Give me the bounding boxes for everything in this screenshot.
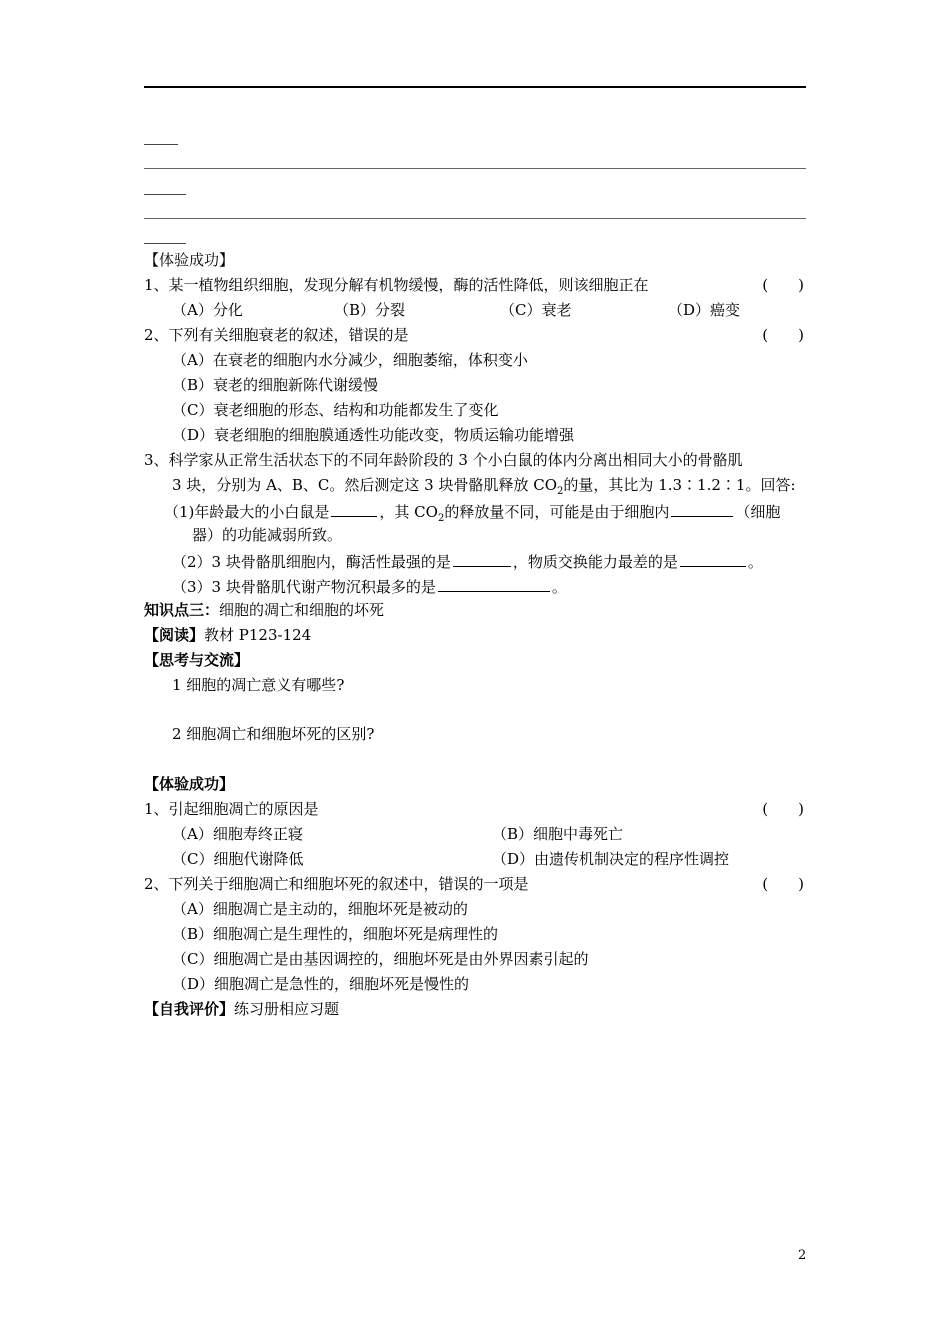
answer-parentheses: ( ) [762,326,804,344]
question-stem: 2、下列有关细胞衰老的叙述，错误的是 [144,326,409,344]
discussion-question: 1 细胞的凋亡意义有哪些? [172,676,345,694]
text: （1)年龄最大的小白鼠是 [164,503,330,521]
question-stem: 3、科学家从正常生活状态下的不同年龄阶段的 3 个小白鼠的体内分离出相同大小的骨骼肌 [144,451,743,469]
sub-question-1 [164,500,780,522]
question-stem: 2、下列关于细胞凋亡和细胞坏死的叙述中，错误的一项是 [144,875,529,893]
knowledge-point-label: 知识点三： [144,601,220,619]
text: 的量，其比为 1.3∶1.2∶1。回答: [563,476,796,494]
option-c: （C）衰老细胞的形态、结构和功能都发生了变化 [172,401,499,419]
sub-question-2 [172,550,763,572]
fill-blank[interactable] [680,550,746,567]
answer-parentheses: ( ) [762,875,804,893]
answer-parentheses: ( ) [762,276,804,294]
knowledge-point-text: 细胞的凋亡和细胞的坏死 [219,601,385,619]
question-stem: 1、引起细胞凋亡的原因是 [144,800,319,818]
section-title: 【体验成功】 [144,251,235,269]
subscript: 2 [437,513,445,524]
option-a: （A）细胞寿终正寝 [172,825,303,843]
option-b: （B）细胞凋亡是生理性的，细胞坏死是病理性的 [172,925,499,943]
text: ，物质交换能力最差的是 [512,553,678,571]
answer-line [144,218,806,219]
sub-question-1-cont: 器）的功能减弱所致。 [192,526,343,544]
text: （2）3 块骨骼肌细胞内，酶活性最强的是 [172,553,451,571]
reading-label: 【阅读】 [144,626,205,644]
option-b: （B）分裂 [334,301,406,319]
discussion-question: 2 细胞凋亡和细胞坏死的区别? [172,725,375,743]
self-evaluation [144,999,339,1019]
fill-blank[interactable] [331,500,377,517]
option-a: （A）细胞凋亡是主动的，细胞坏死是被动的 [172,900,468,918]
option-b: （B）细胞中毒死亡 [492,825,624,843]
answer-line-stub [144,144,178,145]
answer-line [144,168,806,169]
subscript: 2 [557,486,564,497]
self-evaluation-label: 【自我评价】 [144,1000,235,1018]
option-d: （D）由遗传机制决定的程序性调控 [492,850,730,868]
option-c: （C）衰老 [500,301,572,319]
text: 3 块，分别为 A、B、C。然后测定这 3 块骨骼肌释放 CO [172,476,558,494]
text: （3）3 块骨骼肌代谢产物沉积最多的是 [172,578,436,596]
option-a: （A）分化 [172,301,243,319]
text: （细胞 [735,503,781,521]
text: ，其 CO [379,503,438,521]
text: 。 [747,553,763,571]
answer-parentheses: ( ) [762,800,804,818]
reading-line [144,625,311,645]
self-evaluation-text: 练习册相应习题 [234,1000,340,1018]
option-d: （D）衰老细胞的细胞膜通透性功能改变，物质运输功能增强 [172,426,575,444]
sub-question-3 [172,575,567,597]
header-rule [144,86,806,88]
section-title: 【思考与交流】 [144,651,250,669]
reading-text: 教材 P123-124 [204,626,312,644]
fill-blank[interactable] [671,500,733,517]
text: 的释放量不同，可能是由于细胞内 [444,503,670,521]
knowledge-point-heading [144,600,384,620]
answer-line-stub [144,194,186,195]
option-b: （B）衰老的细胞新陈代谢缓慢 [172,376,379,394]
fill-blank[interactable] [438,575,550,592]
option-d: （D）癌变 [668,301,741,319]
question-stem-cont [172,475,796,495]
page-number: 2 [798,1248,807,1263]
text: 。 [551,578,567,596]
option-d: （D）细胞凋亡是急性的，细胞坏死是慢性的 [172,975,470,993]
section-title: 【体验成功】 [144,775,235,793]
question-stem: 1、某一植物组织细胞，发现分解有机物缓慢，酶的活性降低，则该细胞正在 [144,276,649,294]
answer-line-stub [144,243,186,244]
option-a: （A）在衰老的细胞内水分减少，细胞萎缩，体积变小 [172,351,528,369]
option-c: （C）细胞代谢降低 [172,850,304,868]
option-c: （C）细胞凋亡是由基因调控的，细胞坏死是由外界因素引起的 [172,950,589,968]
fill-blank[interactable] [453,550,511,567]
